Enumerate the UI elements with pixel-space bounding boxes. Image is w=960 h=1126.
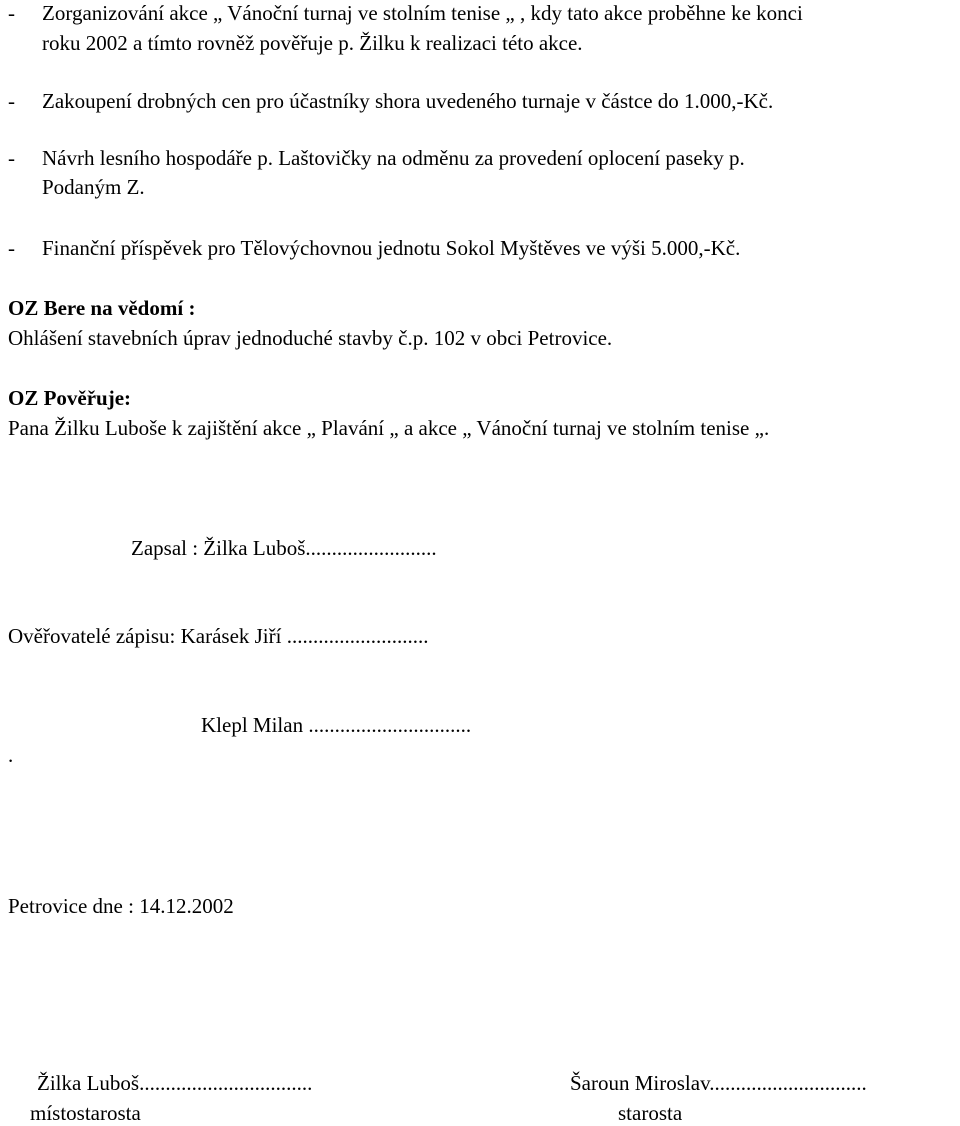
list-dash: -	[8, 89, 15, 113]
list-item-line: Finanční příspěvek pro Tělovýchovnou jednotu Sokol Myštěves ve výši 5.000,-Kč.	[42, 236, 741, 260]
section-heading-poveruje: OZ Pověřuje:	[8, 386, 132, 410]
deputy-mayor-signature: Žilka Luboš.................................	[37, 1071, 313, 1095]
section-heading-bere-na-vedomi: OZ Bere na vědomí :	[8, 296, 196, 320]
list-item-line: roku 2002 a tímto rovněž pověřuje p. Žilku k realizaci této akce.	[42, 31, 583, 55]
deputy-mayor-role: místostarosta	[30, 1101, 141, 1125]
overovatele-signature-line: Ověřovatelé zápisu: Karásek Jiří ...........................	[8, 624, 429, 648]
section-text-bere-na-vedomi: Ohlášení stavebních úprav jednoduché stavby č.p. 102 v obci Petrovice.	[8, 326, 613, 350]
list-dash: -	[8, 146, 15, 170]
klepl-signature-line: Klepl Milan ...............................	[201, 713, 472, 737]
list-dash: -	[8, 1, 15, 25]
section-text-poveruje: Pana Žilku Luboše k zajištění akce „ Plavání „ a akce „ Vánoční turnaj ve stolním tenise „.	[8, 416, 770, 440]
stray-dot: .	[8, 743, 14, 767]
list-item-line: Podaným Z.	[42, 175, 145, 199]
list-item-line: Návrh lesního hospodáře p. Laštovičky na odměnu za provedení oplocení paseky p.	[42, 146, 745, 170]
list-dash: -	[8, 236, 15, 260]
list-item-line: Zorganizování akce „ Vánoční turnaj ve stolním tenise „ , kdy tato akce proběhne ke konci	[42, 1, 803, 25]
mayor-signature: Šaroun Miroslav..............................	[570, 1071, 867, 1095]
zapsal-signature-line: Zapsal : Žilka Luboš.........................	[131, 536, 437, 560]
date-line: Petrovice dne : 14.12.2002	[8, 894, 234, 918]
list-item-line: Zakoupení drobných cen pro účastníky shora uvedeného turnaje v částce do 1.000,-Kč.	[42, 89, 774, 113]
mayor-role: starosta	[618, 1101, 683, 1125]
